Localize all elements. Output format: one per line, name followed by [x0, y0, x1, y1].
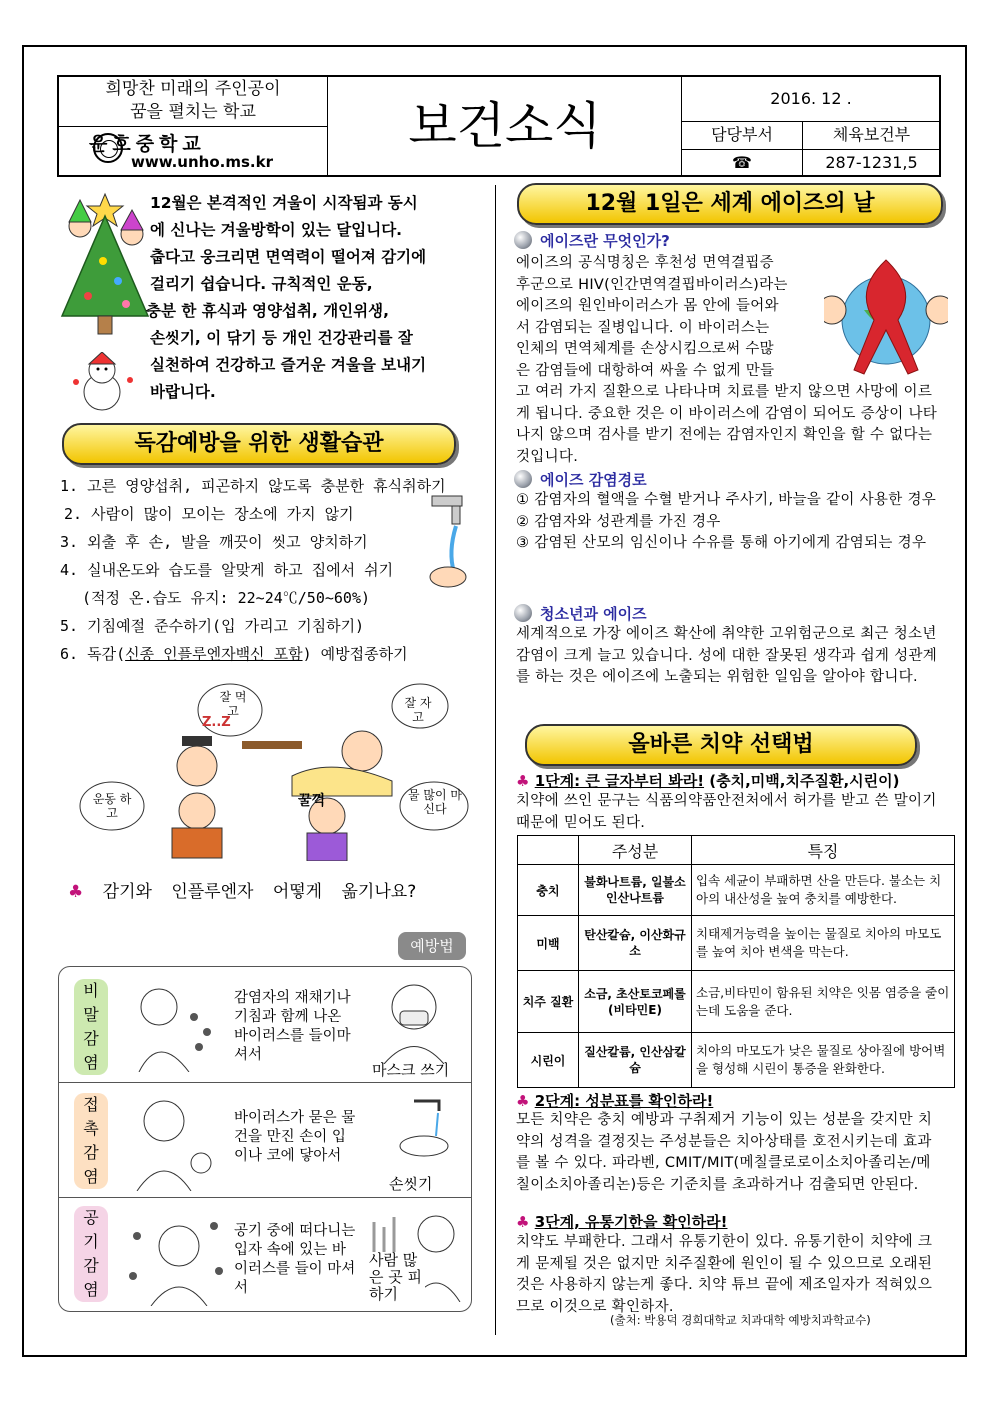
step1-heading: ♣ 1단계: 큰 글자부터 봐라! (충치,미백,치주질환,시린이) — [516, 772, 900, 790]
list-item: 5. 기침예절 준수하기(입 가리고 기침하기) — [60, 617, 365, 635]
bullet-ball-icon — [514, 231, 532, 249]
list-item: 4. 실내온도와 습도를 알맞게 하고 집에서 쉬기 — [60, 561, 394, 579]
aids-day-title: 12월 1일은 세계 에이즈의 날 — [517, 183, 943, 225]
source-citation: (출처: 박용덕 경희대학교 치과대학 예방치과학교수) — [610, 1313, 871, 1327]
row-label: 접 촉 감 염 — [74, 1093, 108, 1189]
row-label: 비 말 감 염 — [74, 979, 108, 1075]
school-slogan: 희망찬 미래의 주인공이 꿈을 펼치는 학교 — [59, 77, 327, 127]
aids-youth-heading: 청소년과 에이즈 — [514, 603, 647, 624]
christmas-tree-illustration — [58, 186, 153, 341]
aids-what-heading: 에이즈란 무엇인가? — [514, 230, 670, 251]
transmission-row-droplet — [59, 967, 471, 1083]
transmission-row-contact — [59, 1083, 471, 1198]
aids-route-heading: 에이즈 감염경로 — [514, 469, 647, 490]
list-item: ① 감염자의 혈액을 수혈 받거나 주사기, 바늘을 같이 사용한 경우 — [516, 492, 937, 508]
aids-definition-text: 고 여러 가지 질환으로 나타나며 치료를 받지 않으면 사망에 이르게 됩니다. 중요한 것은 이 바이러스에 감염이 되어도 증상이 나타나지 않으며 검사를 받기 전에는 감염자인지 확인을 할 수 없다는 것입니다. — [516, 384, 938, 465]
list-item: 6. 독감(신종 인플루엔자백신 포함) 예방접종하기 — [60, 645, 408, 663]
red-ribbon-illustration — [824, 250, 948, 378]
table-row: 치주 질환 소금, 초산토코페롤 (비타민E) 소금,비타민이 함유된 치약은 잇몸 염증을 줄이는데 도움을 준다. — [518, 971, 955, 1033]
handwashing-icon — [364, 1091, 464, 1171]
club-icon: ♣ — [516, 1092, 530, 1110]
school-name: 운호중학교 — [89, 133, 206, 155]
flu-habits-title: 독감예방을 위한 생활습관 — [62, 423, 456, 465]
newsletter-header — [57, 75, 941, 177]
handwashing-faucet-illustration — [418, 492, 478, 602]
bubble-exercise: 운동 하고 — [92, 792, 132, 820]
sneezing-person-icon — [119, 977, 219, 1072]
intro-text: 12월은 본격적인 겨울이 시작됨과 동시 에 신나는 겨울방학이 있는 달입니다. 춥다고 웅크리면 면역력이 떨어져 감기에 걸리기 쉽습니다. 규칙적인 운동, 충분 한 휴식과 영양섭취, 개인위생, 손씻기, 이 닦기 등 개인 건강관리를 잘 실천하여 건강하고 즐거운 겨울을 보내기 바랍니다. — [146, 194, 427, 401]
row-text: 바이러스가 묻은 물건을 만진 손이 입이나 코에 닿아서 — [234, 1110, 356, 1164]
row-caption: 마스크 쓰기 — [372, 1061, 450, 1079]
list-item: 2. 사람이 많이 모이는 장소에 가지 않기 — [64, 505, 354, 523]
dept-value: 체육보건부 — [832, 125, 911, 144]
bullet-ball-icon — [514, 470, 532, 488]
list-item: ② 감염자와 성관계를 가진 경우 — [516, 513, 721, 530]
list-item: 1. 고른 영양섭취, 피곤하지 않도록 충분한 휴식취하기 — [60, 477, 446, 495]
bubble-sleep: 잘 자고 — [404, 696, 432, 724]
step3-text: 치약도 부패한다. 그래서 유통기한이 있다. 유통기한이 치약에 크게 문제될 것은 없지만 치주질환에 원인이 될 수 있으므로 오래된 것은 사용하지 않는게 좋다. 치약 튜브 끝에 제조일자가 적혀있으므로 이것으로 확인하자. — [516, 1234, 933, 1315]
school-block — [59, 77, 328, 175]
bullet-ball-icon — [514, 604, 532, 622]
row-caption: 사람 많은 곳 피하기 — [369, 1252, 425, 1303]
bubble-eat: 잘 먹고 — [219, 690, 247, 718]
table-row: 미백 탄산칼슘, 이산화규소 치태제거능력을 높이는 물질로 치아의 마모도를 높여 치아 변색을 막는다. — [518, 916, 955, 971]
hand-to-mouth-person-icon — [119, 1091, 219, 1191]
phone-icon: ☎ — [682, 150, 803, 175]
step1-text: 치약에 쓰인 문구는 식품의약품안전처에서 허가를 받고 쓴 말이기 때문에 믿어도 된다. — [516, 793, 937, 831]
club-icon: ♣ — [68, 882, 84, 902]
page-title: 보건소식 — [408, 97, 602, 155]
step2-text: 모든 치약은 충치 예방과 구취제거 기능이 있는 성분을 갖지만 치약의 성격을 결정짓는 주성분들은 치아상태를 호전시키는데 효과를 볼 수 있다. 파라벤, CMIT/MIT(메칠클로로이소치아졸리논/메칠이소치아졸리논)등은 기준치를 초과하거나 검출되면 안된다. — [516, 1112, 933, 1193]
table-row: 충치 불화나트륨, 일불소인산나트륨 입속 세균이 부패하면 산을 만든다. 불소는 치아의 내산성을 높여 충치를 예방한다. — [518, 865, 955, 916]
row-text: 감염자의 재채기나 기침과 함께 나온 바이러스를 들이마셔서 — [234, 990, 351, 1063]
row-text: 공기 중에 떠다니는 입자 속에 있는 바이러스를 들이 마셔서 — [234, 1223, 356, 1296]
issue-date: 2016. 12 . — [682, 77, 940, 122]
list-item: ③ 감염된 산모의 임신이나 수유를 통해 아기에게 감염되는 경우 — [516, 535, 927, 551]
info-block — [681, 77, 940, 175]
row-caption: 손씻기 — [389, 1175, 433, 1193]
prevention-tag: 예방법 — [398, 932, 466, 960]
school-url: www.unho.ms.kr — [131, 153, 273, 171]
bubble-gulp: 꿀꺽 — [298, 793, 326, 809]
row-label: 공 기 감 염 — [74, 1206, 108, 1302]
club-icon: ♣ — [516, 772, 530, 790]
mask-person-icon — [364, 969, 464, 1064]
step3-heading: ♣ 3단계, 유통기한을 확인하라! — [516, 1213, 728, 1231]
toothpaste-title: 올바른 치약 선택법 — [525, 724, 917, 766]
phone-row — [682, 150, 940, 175]
phone-number: 287-1231,5 — [825, 153, 918, 172]
dept-row — [682, 122, 940, 150]
column-divider — [495, 185, 496, 1335]
snowman-illustration — [62, 352, 142, 412]
transmission-table — [58, 966, 472, 1312]
aids-definition-lines: 에이즈의 공식명칭은 후천성 면역결핍증 후군으로 HIV(인간면역결핍바이러스)라는 에이즈의 원인바이러스가 몸 안에 들어와 서 감염되는 질병입니다. 이 바이러스는 인체의 면역체계를 손상시킴으로써 수많 은 감염들에 대항하여 싸울 수 없게 만들 — [516, 255, 788, 379]
club-icon: ♣ — [516, 1213, 530, 1231]
list-item: (적정 온.습도 유지: 22~24℃/50~60%) — [82, 589, 371, 607]
list-item: 3. 외출 후 손, 발을 깨끗이 씻고 양치하기 — [60, 533, 368, 551]
aids-route-list — [516, 490, 944, 555]
transmission-row-airborne — [59, 1198, 471, 1311]
bubble-water: 물 많이 마신다 — [408, 788, 462, 816]
step2-heading: ♣ 2단계: 성분표를 확인하라! — [516, 1092, 714, 1110]
airborne-germs-person-icon — [119, 1206, 229, 1306]
table-header-row: 주성분 특징 — [518, 836, 955, 865]
toothpaste-table — [517, 835, 955, 1088]
table-row: 시린이 질산칼륨, 인산삼칼슘 치아의 마모도가 낮은 물질로 상아질에 방어벽을 형성해 시린이 통증을 완화한다. — [518, 1033, 955, 1088]
dept-label: 담당부서 — [682, 122, 803, 149]
aids-youth-text: 세계적으로 가장 에이즈 확산에 취약한 고위험군으로 최근 청소년 감염이 크게 늘고 있습니다. 성에 대한 잘못된 생각과 쉽게 성관계를 하는 것은 에이즈에 노출되는 위험한 일임을 알아야 합니다. — [516, 626, 938, 685]
transmission-question: ♣ 감기와 인플루엔자 어떻게 옮기나요? — [68, 882, 417, 902]
svg-text:Z..Z: Z..Z — [202, 715, 231, 730]
